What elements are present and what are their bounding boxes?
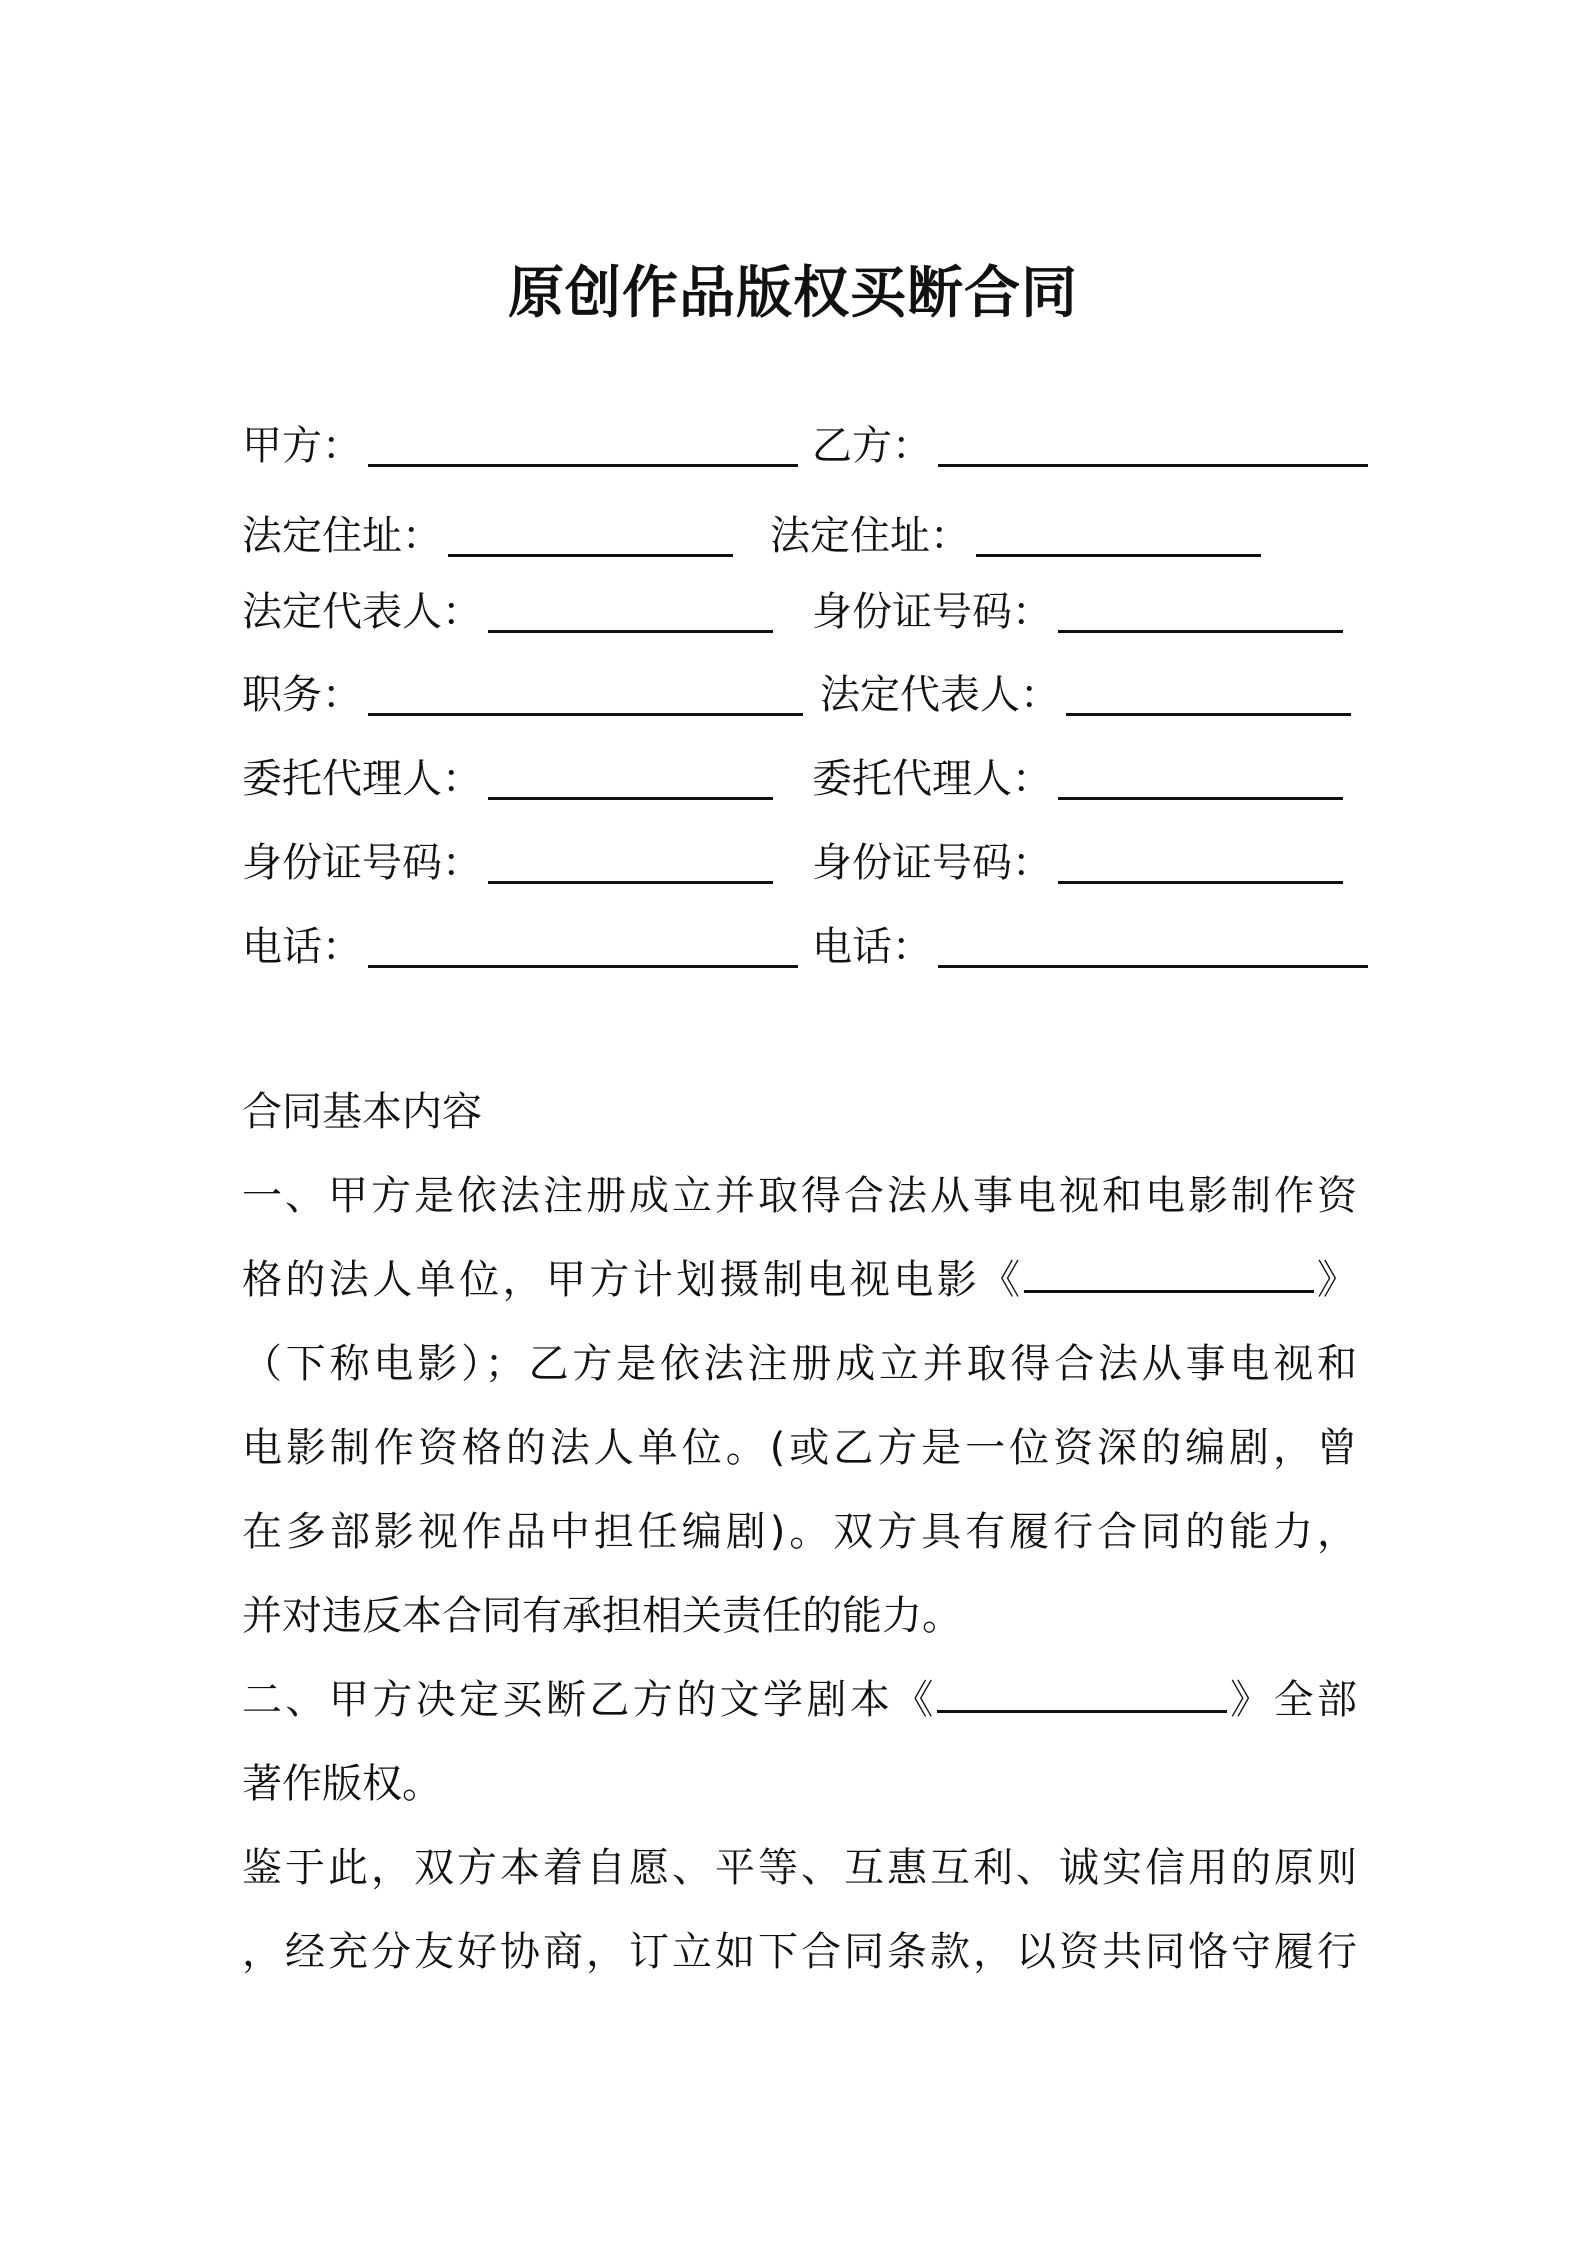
clause-2-line-1-close: 》全部 [1226,1677,1357,1723]
party-a-id-label: 身份证号码： [242,840,482,886]
party-b-label: 乙方： [812,423,932,469]
party-a-blank [368,422,798,467]
party-b-address-field [770,504,1261,564]
clause-1-line-5: 在多部影视作品中担任编剧)。双方具有履行合同的能力， [242,1509,1357,1555]
party-a-position-label: 职务： [242,672,362,718]
clause-1-line-4: 电影制作资格的法人单位。(或乙方是一位资深的编剧，曾 [242,1425,1357,1471]
clause-1-line-3: （下称电影）；乙方是依法注册成立并取得合法从事电视和 [242,1341,1357,1387]
party-a-id-blank [488,839,773,884]
party-row-4 [242,663,1357,723]
party-a-address-label: 法定住址： [242,513,442,559]
party-a-phone-field [242,915,798,975]
contract-body [242,1070,1357,1994]
party-b-name-field [812,414,1368,474]
party-row-2 [242,504,1357,564]
clause-1-line-6: 并对违反本合同有承担相关责任的能力。 [242,1593,962,1639]
party-b-legal-rep-blank [1066,671,1351,716]
party-a-phone-blank [368,923,798,968]
party-b-agent-field [812,747,1343,807]
clause-1-line-1: 一、甲方是依法注册成立并取得合法从事电视和电影制作资 [242,1173,1357,1219]
party-a-label: 甲方： [242,423,362,469]
party-a-phone-label: 电话： [242,924,362,970]
party-b-id-label: 身份证号码： [812,589,1052,635]
party-row-6 [242,831,1357,891]
document-title: 原创作品版权买断合同 [508,261,1078,326]
party-a-address-blank [448,512,733,557]
party-row-3 [242,580,1357,640]
party-b-legal-rep-label: 法定代表人： [820,672,1060,718]
recital-line-2: ，经充分友好协商，订立如下合同条款，以资共同恪守履行 [242,1929,1357,1975]
party-b-agent-label: 委托代理人： [812,756,1052,802]
party-a-position-field [242,663,803,723]
section-heading: 合同基本内容 [242,1089,482,1135]
clause-1-line-2 [242,1238,1357,1322]
party-b-blank [938,422,1368,467]
party-a-agent-field [242,747,773,807]
party-a-legal-rep-field [242,580,773,640]
party-a-agent-label: 委托代理人： [242,756,482,802]
party-a-name-field [242,414,798,474]
party-b-address-label: 法定住址： [770,513,970,559]
party-b-id2-field [812,831,1343,891]
party-b-legal-rep-field [820,663,1351,723]
party-row-5 [242,747,1357,807]
party-a-agent-blank [488,755,773,800]
clause-2-line-1 [242,1658,1357,1742]
party-b-address-blank [976,512,1261,557]
party-a-id-field [242,831,773,891]
party-row-7 [242,915,1357,975]
clause-2-line-1-text: 二、甲方决定买断乙方的文学剧本《 [242,1677,937,1723]
party-b-id-field [812,580,1343,640]
party-row-1 [242,414,1357,474]
party-b-id2-label: 身份证号码： [812,840,1052,886]
party-a-legal-rep-blank [488,588,773,633]
party-a-address-field [242,504,733,564]
clause-1-line-2-text: 格的法人单位，甲方计划摄制电视电影《 [242,1257,1024,1303]
party-b-id-blank [1058,588,1343,633]
party-b-agent-blank [1058,755,1343,800]
party-b-phone-field [812,915,1368,975]
script-title-blank [937,1674,1227,1713]
party-b-id2-blank [1058,839,1343,884]
clause-1-line-2-close: 》 [1313,1257,1357,1303]
party-a-position-blank [368,671,803,716]
party-b-phone-blank [938,923,1368,968]
party-b-phone-label: 电话： [812,924,932,970]
recital-line-1: 鉴于此，双方本着自愿、平等、互惠互利、诚实信用的原则 [242,1845,1357,1891]
film-title-blank [1024,1254,1314,1293]
clause-2-line-2: 著作版权。 [242,1761,442,1807]
party-a-legal-rep-label: 法定代表人： [242,589,482,635]
